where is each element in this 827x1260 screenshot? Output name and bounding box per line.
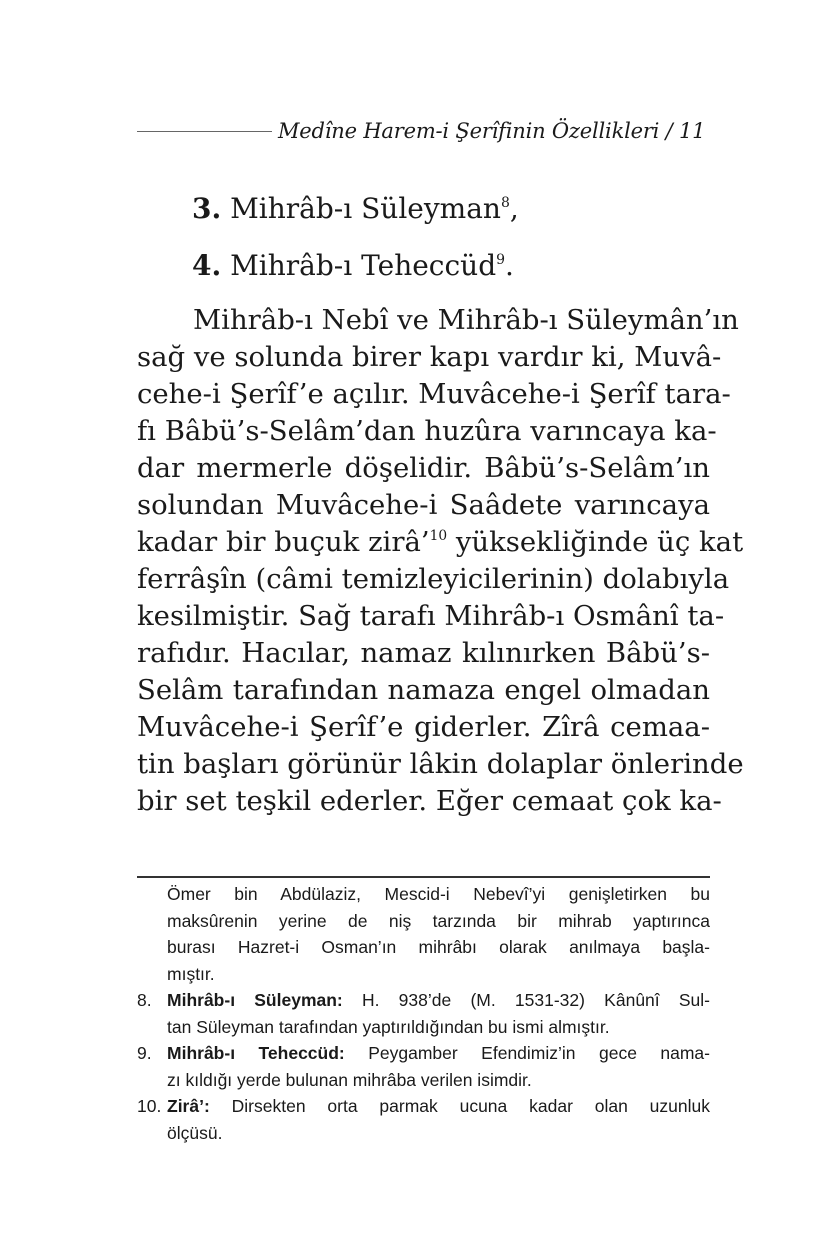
footnote-line: tan Süleyman tarafından yaptırıldığından bu ismi almıştır. [167,1016,610,1037]
body-paragraph [137,302,744,820]
text-line: rafıdır. Hacılar, namaz kılınırken Bâbü’s- [137,637,710,669]
text-line [137,524,744,561]
footnote-10 [137,1093,710,1120]
footnote-text: H. 938’de (M. 1531-32) Kânûnî Sul- [342,990,710,1010]
footnote-ref: 8 [500,194,510,211]
header-title: Medîne Harem-i Şerîfinin Özellikleri / 11 [278,119,706,143]
footnote-line: zı kıldığı yerde bulunan mihrâba verilen isimdir. [167,1069,532,1090]
footnote-9 [137,1040,710,1067]
footnote-line: ölçüsü. [167,1122,223,1143]
footnote-term: Mihrâb-ı Süleyman: [167,990,343,1010]
text-line: cehe-i Şerîf’e açılır. Muvâcehe-i Şerîf tara- [137,378,731,410]
text-line: ferrâşîn (câmi temizleyicilerinin) dolabıyla [137,563,730,595]
text-line: solundan Muvâcehe-i Saâdete varıncaya [137,489,710,521]
footnote-number: 9. [137,1043,152,1063]
text-line: Mihrâb-ı Nebî ve Mihrâb-ı Süleymân’ın [193,304,739,336]
list-number: 3. [192,192,222,225]
running-header [137,116,710,146]
text-line: bir set teşkil ederler. Eğer cemaat çok ka- [137,785,722,817]
footnote-line: mıştır. [167,963,215,984]
footnote-ref: 10 [429,528,448,544]
list-text: Mihrâb-ı Teheccüd [230,249,497,282]
list-number: 4. [192,249,222,282]
header-rule [137,131,272,132]
footnote-ref: 9 [496,251,506,268]
footnote-line: maksûrenin yerine de niş tarzında bir mihrab yaptırınca [167,910,710,931]
footnote-term: Mihrâb-ı Teheccüd: [167,1043,345,1063]
footnote-text: Peygamber Efendimiz’in gece nama- [344,1043,710,1063]
list-item [192,249,514,282]
text-line: Selâm tarafından namaza engel olmadan [137,674,710,706]
footnote-number: 8. [137,990,152,1010]
text-span: yüksekliğinde üç kat [447,526,744,558]
text-line: dar mermerle döşelidir. Bâbü’s-Selâm’ın [137,452,710,484]
footnote-term: Zirâ’: [167,1096,210,1116]
text-line: tin başları görünür lâkin dolaplar önlerinde [137,748,744,780]
list-item [192,192,519,225]
text-line: sağ ve solunda birer kapı vardır ki, Muvâ- [137,341,722,373]
list-text: Mihrâb-ı Süleyman [230,192,501,225]
footnote-line: Ömer bin Abdülaziz, Mescid-i Nebevî’yi genişletirken bu [167,884,710,904]
footnote-number: 10. [137,1096,162,1116]
footnote-line: burası Hazret-i Osman’ın mihrâbı olarak anılmaya başla- [167,937,710,957]
punct: . [505,249,514,282]
footnotes [137,881,710,1146]
footnote-8 [137,987,710,1014]
text-line: kesilmiştir. Sağ tarafı Mihrâb-ı Osmânî ta- [137,600,725,632]
punct: , [509,192,519,225]
footnote-text: Dirsekten orta parmak ucuna kadar olan uzunluk [209,1096,710,1116]
text-line: fı Bâbü’s-Selâm’dan huzûra varıncaya ka- [137,415,717,447]
footnote-rule [137,876,710,878]
text-line: Muvâcehe-i Şerîf’e giderler. Zîrâ cemaa- [137,711,710,743]
text-span: kadar bir buçuk zirâ’ [137,526,430,558]
